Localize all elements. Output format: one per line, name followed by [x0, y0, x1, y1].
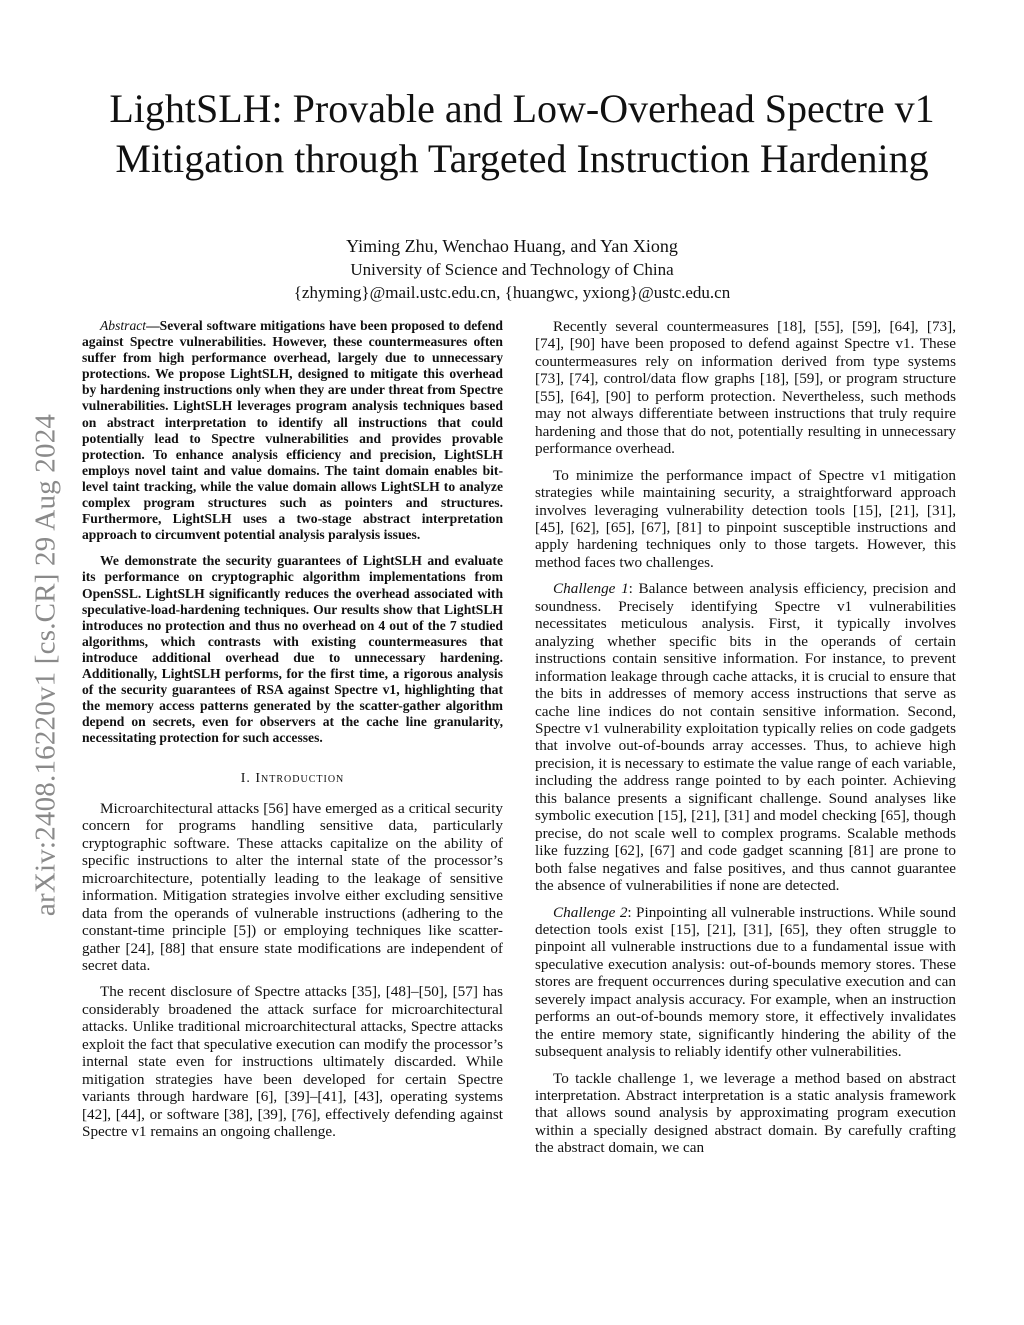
- challenge-2-text: : Pinpointing all vulnerable instructions. While sound detection tools exist [15], [21], [31], [65], they often struggle to pinpoint all vulnerable instructions due to a fundamental issue with speculative execution analysis: out-of-bounds memory stores. These stores are frequent occurrences during speculative execution and can severely impact analysis accuracy. For example, when an instruction performs an out-of-bounds memory store, it effectively invalidates the entire memory state, significantly hindering the ability of the subsequent analysis to reliably identify other vulnerabilities.: [535, 903, 956, 1061]
- author-emails: {zhyming}@mail.ustc.edu.cn, {huangwc, yxiong}@ustc.edu.cn: [293, 283, 731, 302]
- intro-paragraph-2: The recent disclosure of Spectre attacks [35], [48]–[50], [57] has considerably broadened the attack surface for microarchitectural attacks. Unlike traditional microarchitectural attacks, Spectre attacks exploit the fact that speculative execution can modify the processor’s internal state even for instructions ultimately discarded. While mitigation strategies have been developed for certain Spectre variants through hardware [6], [39]–[41], [43], operating systems [42], [44], or software [38], [39], [76], effectively defending against Spectre v1 remains an ongoing challenge.: [82, 983, 503, 1141]
- challenge-1-text: : Balance between analysis efficiency, precision and soundness. Precisely identifying Spectre v1 vulnerabilities necessitates meticulous analysis. First, it typically involves analyzing whether specific bits in the operands of certain instructions contain sensitive information. For instance, to prevent information leakage through cache attacks, it is crucial to ensure that the bits in addresses of memory access instructions that serve as cache line indices do not contain sensitive information. Second, Spectre v1 vulnerability exploitation typically relies on code gadgets that involve out-of-bounds array accesses. Thus, to achieve high precision, it is necessary to estimate the value range of each variable, including the address range pointed to by each pointer. Achieving this balance presents a significant challenge. Sound analyses like symbolic execution [15], [21], [31] and model checking [65], though precise, do not scale well to complex programs. Scalable methods like fuzzing [62], [67] and code gadget scanning [81] are prone to both false negatives and false positives, and thus cannot guarantee the absence of vulnerabilities if none are detected.: [535, 580, 956, 895]
- abstract-paragraph-2: We demonstrate the security guarantees of LightSLH and evaluate its performance on cryptographic algorithm implementations from OpenSSL. LightSLH significantly reduces the overhead associated with speculative-load-hardening techniques. Our results show that LightSLH introduces no protection and thus no overhead on 4 out of the 7 studied algorithms, which contrasts with existing countermeasures that introduce additional overhead due to unnecessary hardening. Additionally, LightSLH performs, for the first time, a rigorous analysis of the security guarantees of RSA against Spectre v1, highlighting that the memory access patterns generated by the scatter-gather algorithm depend on secrets, even for observers at the cache line granularity, necessitating protection for such accesses.: [82, 553, 503, 746]
- author-block: [0, 235, 1024, 304]
- intro-paragraph-1: Microarchitectural attacks [56] have emerged as a critical security concern for programs handling sensitive data, particularly cryptographic software. These attacks capitalize on the ability of specific instructions to alter the internal state of the processor’s microarchitecture, potentially leading to the leakage of sensitive information. Mitigation strategies involve either excluding sensitive data from the operands of vulnerable instructions (adhering to the constant-time principle [5]) or employing techniques like scatter-gather [24], [88] that ensure state modifications are independent of secret data.: [82, 799, 503, 974]
- author-names: Yiming Zhu, Wenchao Huang, and Yan Xiong: [346, 236, 678, 256]
- author-affiliation: University of Science and Technology of China: [350, 260, 674, 279]
- challenge-1-paragraph: [535, 580, 956, 894]
- right-paragraph-1: Recently several countermeasures [18], [55], [59], [64], [73], [74], [90] have been proposed to defend against Spectre v1. These countermeasures rely on information derived from type systems [73], [74], control/data flow graphs [18], [59], or program structure [55], [64], [90] to perform protection. Nevertheless, such methods may not always differentiate between instructions that truly require hardening and those that do not, potentially resulting in unnecessary performance overhead.: [535, 318, 956, 458]
- section-title: Introduction: [255, 771, 345, 787]
- arxiv-identifier-text: arXiv:2408.16220v1 [cs.CR] 29 Aug 2024: [29, 413, 62, 917]
- arxiv-identifier: [24, 345, 68, 985]
- section-number: I.: [240, 771, 251, 787]
- abstract-paragraph-1: [82, 318, 503, 543]
- section-heading-introduction: [82, 770, 503, 787]
- right-paragraph-5: To tackle challenge 1, we leverage a method based on abstract interpretation. Abstract interpretation is a static analysis framework that allows sound analysis by approximating program execution within a specially designed abstract domain. By carefully crafting the abstract domain, we can: [535, 1069, 956, 1157]
- abstract-label: Abstract: [100, 318, 147, 333]
- right-paragraph-2: To minimize the performance impact of Spectre v1 mitigation strategies while maintaining security, a straightforward approach involves leveraging vulnerability detection tools [15], [21], [31], [45], [62], [65], [67], [81] to pinpoint susceptible instructions and apply hardening techniques only to those targets. However, this method faces two challenges.: [535, 466, 956, 571]
- challenge-2-label: Challenge 2: [553, 903, 628, 921]
- challenge-2-paragraph: [535, 904, 956, 1061]
- paper-title: LightSLH: Provable and Low-Overhead Spectre v1 Mitigation through Targeted Instruction Hardening: [109, 86, 935, 181]
- abstract-text-1: —Several software mitigations have been proposed to defend against Spectre vulnerabilities. However, these countermeasures often suffer from high performance overhead, largely due to unnecessary protections. We propose LightSLH, designed to mitigate this overhead by hardening instructions only when they are under threat from Spectre vulnerabilities. LightSLH leverages program analysis techniques based on abstract interpretation to identify all instructions that could potentially lead to Spectre vulnerabilities and provides provable protection. To enhance analysis efficiency and precision, LightSLH employs novel taint and value domains. The taint domain enables bit-level taint tracking, while the value domain allows LightSLH to analyze complex program structures such as pointers and structures. Furthermore, LightSLH uses a two-stage abstract interpretation approach to circumvent potential analysis paralysis issues.: [82, 318, 503, 543]
- challenge-1-label: Challenge 1: [553, 580, 629, 598]
- abstract: [82, 318, 503, 746]
- right-column: [535, 318, 956, 1157]
- left-column: [82, 318, 503, 1141]
